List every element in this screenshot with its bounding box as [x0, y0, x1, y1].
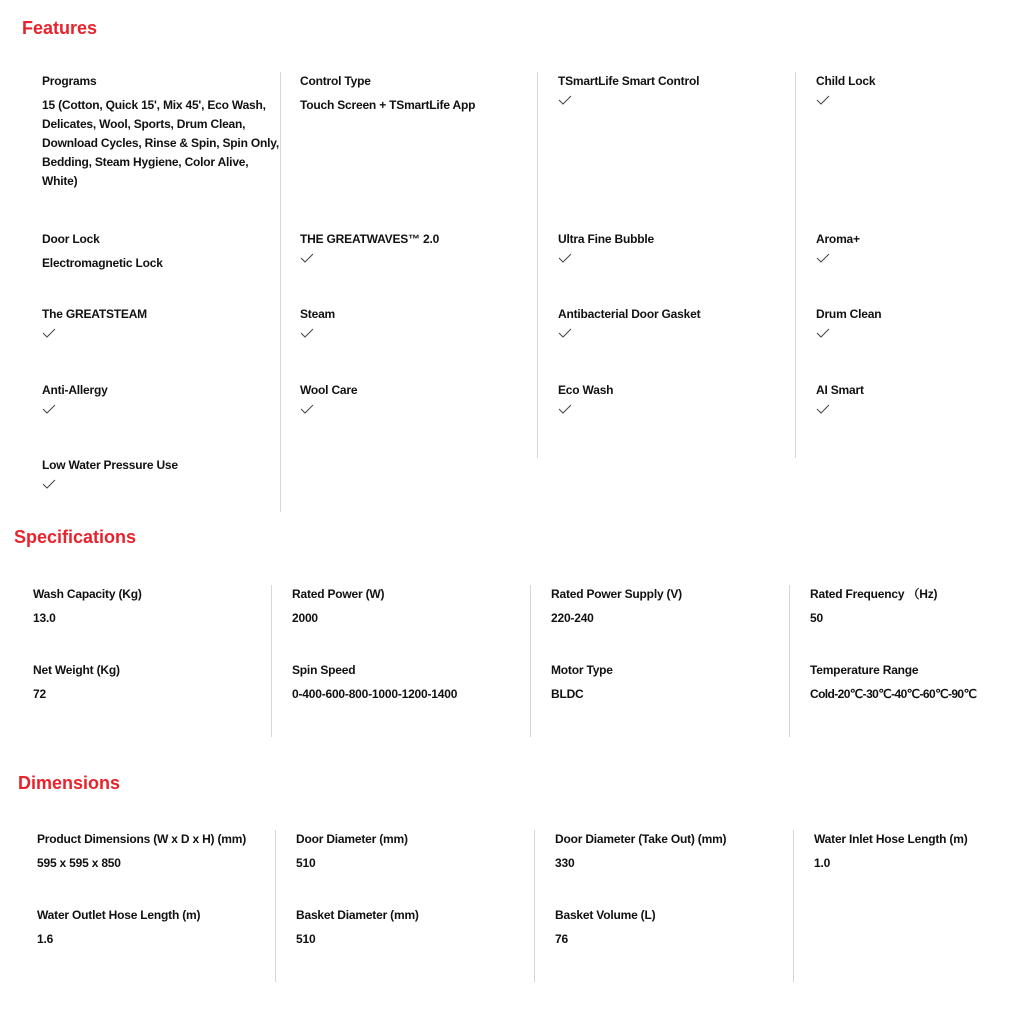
spec-label: Spin Speed — [292, 663, 356, 677]
feature-item-door-lock — [42, 230, 292, 273]
features-column-2 — [280, 72, 538, 512]
spec-value: 2000 — [292, 611, 318, 625]
check-icon — [42, 327, 56, 341]
spec-label: Rated Power Supply (V) — [551, 587, 682, 601]
dim-value: 510 — [296, 932, 316, 946]
feature-label: Eco Wash — [558, 383, 614, 397]
check-icon — [816, 94, 830, 108]
specs-column-1 — [33, 585, 271, 737]
spec-label: Temperature Range — [810, 663, 919, 677]
features-column-4 — [795, 72, 1016, 458]
spec-value: 50 — [810, 611, 823, 625]
dim-item-water-inlet-hose — [814, 830, 1014, 873]
specs-column-2 — [271, 585, 531, 737]
spec-value: 13.0 — [33, 611, 56, 625]
spec-label: Wash Capacity (Kg) — [33, 587, 142, 601]
dim-value: 1.0 — [814, 856, 831, 870]
spec-label: Net Weight (Kg) — [33, 663, 120, 677]
feature-label: AI Smart — [816, 383, 864, 397]
spec-value: 220-240 — [551, 611, 594, 625]
feature-item-drum-clean — [816, 305, 1011, 341]
check-icon — [816, 327, 830, 341]
feature-item-wool-care — [300, 381, 550, 417]
spec-item-rated-power — [292, 585, 542, 628]
dim-label: Door Diameter (Take Out) (mm) — [555, 832, 727, 846]
specs-column-3 — [530, 585, 790, 737]
spec-label: Rated Frequency （Hz) — [810, 587, 938, 601]
dims-column-4 — [793, 830, 1020, 982]
check-icon — [558, 403, 572, 417]
feature-item-aroma — [816, 230, 1011, 266]
check-icon — [300, 252, 314, 266]
feature-item-antibacterial-gasket — [558, 305, 808, 341]
feature-label: Ultra Fine Bubble — [558, 232, 654, 246]
check-icon — [42, 403, 56, 417]
feature-label: The GREATSTEAM — [42, 307, 147, 321]
feature-value: 15 (Cotton, Quick 15', Mix 45', Eco Wash, Delicates, Wool, Sports, Drum Clean, Download Cycles, Rinse & Spin, Spin Only, Bedding, Steam Hygiene, Color Alive, White) — [42, 98, 279, 188]
check-icon — [816, 403, 830, 417]
spec-value: 0-400-600-800-1000-1200-1400 — [292, 687, 458, 701]
feature-label: Child Lock — [816, 74, 876, 88]
dim-value: 76 — [555, 932, 568, 946]
spec-value: 72 — [33, 687, 46, 701]
feature-label: THE GREATWAVES™ 2.0 — [300, 232, 440, 246]
feature-label: Anti-Allergy — [42, 383, 108, 397]
feature-label: Steam — [300, 307, 336, 321]
check-icon — [42, 478, 56, 492]
dim-item-water-outlet-hose — [37, 906, 287, 949]
dim-label: Water Inlet Hose Length (m) — [814, 832, 968, 846]
check-icon — [816, 252, 830, 266]
feature-value: Touch Screen + TSmartLife App — [300, 98, 476, 112]
feature-label: Aroma+ — [816, 232, 860, 246]
dim-label: Door Diameter (mm) — [296, 832, 408, 846]
feature-item-control-type — [300, 72, 550, 115]
dim-value: 510 — [296, 856, 316, 870]
dim-label: Basket Diameter (mm) — [296, 908, 419, 922]
feature-label: Drum Clean — [816, 307, 882, 321]
dims-column-1 — [37, 830, 275, 982]
feature-item-tsmartlife — [558, 72, 808, 108]
feature-item-steam — [300, 305, 550, 341]
check-icon — [300, 327, 314, 341]
dim-value: 595 x 595 x 850 — [37, 856, 121, 870]
spec-item-temperature-range — [810, 661, 1020, 704]
feature-label: Door Lock — [42, 232, 100, 246]
spec-item-rated-frequency — [810, 585, 1020, 628]
dim-item-door-diameter — [296, 830, 546, 873]
feature-label: Control Type — [300, 74, 371, 88]
dimensions-title: Dimensions — [18, 773, 121, 793]
feature-value: Electromagnetic Lock — [42, 256, 163, 270]
check-icon — [558, 94, 572, 108]
dim-value: 330 — [555, 856, 575, 870]
feature-item-ultra-fine-bubble — [558, 230, 808, 266]
features-column-3 — [537, 72, 796, 458]
feature-label: Programs — [42, 74, 97, 88]
dim-label: Water Outlet Hose Length (m) — [37, 908, 201, 922]
dim-item-basket-diameter — [296, 906, 546, 949]
check-icon — [558, 252, 572, 266]
feature-item-greatsteam — [42, 305, 292, 341]
dim-item-door-diameter-take-out — [555, 830, 805, 873]
feature-item-greatwaves — [300, 230, 550, 266]
feature-item-ai-smart — [816, 381, 1011, 417]
dim-item-basket-volume — [555, 906, 805, 949]
features-title: Features — [22, 18, 98, 38]
spec-value: Cold-20℃-30℃-40℃-60℃-90℃ — [810, 687, 977, 701]
dim-value: 1.6 — [37, 932, 54, 946]
dims-column-3 — [534, 830, 794, 982]
spec-item-wash-capacity — [33, 585, 283, 628]
feature-label: TSmartLife Smart Control — [558, 74, 700, 88]
spec-item-net-weight — [33, 661, 283, 704]
spec-label: Motor Type — [551, 663, 613, 677]
spec-item-rated-power-supply — [551, 585, 801, 628]
spec-item-motor-type — [551, 661, 801, 704]
spec-value: BLDC — [551, 687, 584, 701]
features-column-1 — [42, 72, 280, 512]
feature-item-low-water-pressure — [42, 456, 292, 492]
feature-label: Wool Care — [300, 383, 358, 397]
feature-item-anti-allergy — [42, 381, 292, 417]
specs-column-4 — [789, 585, 1020, 737]
dims-column-2 — [275, 830, 535, 982]
feature-item-programs — [42, 72, 292, 191]
feature-label: Antibacterial Door Gasket — [558, 307, 701, 321]
dim-item-product-dimensions — [37, 830, 287, 873]
dim-label: Basket Volume (L) — [555, 908, 656, 922]
feature-item-child-lock — [816, 72, 1011, 108]
specifications-title: Specifications — [14, 527, 137, 547]
spec-item-spin-speed — [292, 661, 542, 704]
feature-label: Low Water Pressure Use — [42, 458, 178, 472]
check-icon — [300, 403, 314, 417]
check-icon — [558, 327, 572, 341]
feature-item-eco-wash — [558, 381, 808, 417]
dim-label: Product Dimensions (W x D x H) (mm) — [37, 832, 247, 846]
spec-label: Rated Power (W) — [292, 587, 385, 601]
